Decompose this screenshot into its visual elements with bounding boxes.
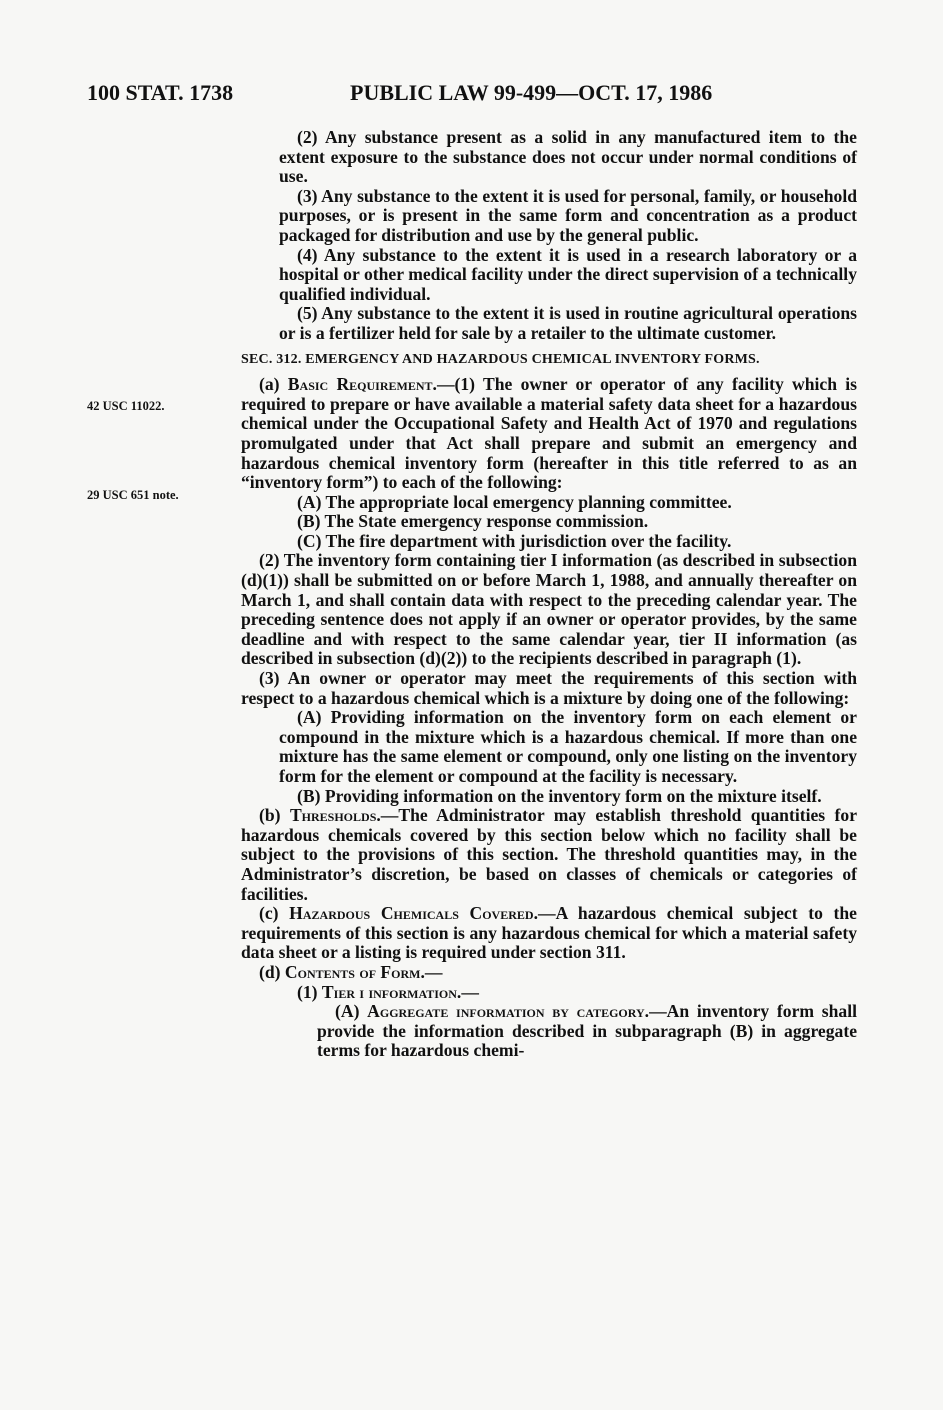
subsection-c-text: —A hazardous chemical subject to the requirements of this section is any hazardous chemical for which a material safety data sheet or a listing is required under section 311. bbox=[241, 903, 857, 963]
paragraph-a2: (2) The inventory form containing tier I information (as described in subsection (d)(1)) shall be submitted on or before March 1, 1988, and annually thereafter on March 1, and shall contain data with respect to the preceding calendar year. The preceding sentence does not apply if an owner or operator provides, by the same deadline and with respect to the same calendar year, tier II information (as described in subsection (d)(2)) to the recipients described in paragraph (1). bbox=[241, 550, 857, 669]
margin-note-usc-section: 42 USC 11022. bbox=[87, 399, 165, 413]
subparagraph-d1A-text: —An inventory form shall provide the information described in subparagraph (B) in aggregate terms for hazardous chemi- bbox=[317, 1001, 857, 1061]
paragraph-d1-text: — bbox=[461, 981, 479, 1002]
subparagraph-d1A-caption: Aggregate information by category. bbox=[367, 1001, 650, 1022]
subsection-b bbox=[241, 806, 857, 904]
clause-a3B: (B) Providing information on the inventory form on the mixture itself. bbox=[297, 785, 822, 806]
subsection-c-label: (c) bbox=[259, 903, 290, 924]
subsection-d bbox=[241, 963, 857, 983]
paragraph-4: (4) Any substance to the extent it is used in a research laboratory or a hospital or other medical facility under the direct supervision of a technically qualified individual. bbox=[279, 244, 857, 304]
clause-a1B: (B) The State emergency response commission. bbox=[297, 511, 649, 532]
subsection-d-caption: Contents of Form. bbox=[284, 961, 425, 982]
paragraph-d1-caption: Tier i information. bbox=[321, 981, 462, 1002]
subparagraph-d1A bbox=[241, 1002, 857, 1061]
subsection-c bbox=[241, 904, 857, 963]
section-heading: SEC. 312. EMERGENCY AND HAZARDOUS CHEMICAL INVENTORY FORMS. bbox=[241, 351, 760, 367]
page-title: PUBLIC LAW 99-499—OCT. 17, 1986 bbox=[350, 80, 713, 105]
paragraph-a3: (3) An owner or operator may meet the requirements of this section with respect to a hazardous chemical which is a mixture by doing one of the following: bbox=[241, 668, 857, 708]
subsection-b-text: —The Administrator may establish threshold quantities for hazardous chemicals covered by this section below which no facility shall be subject to the provisions of this section. The threshold quantities may, in the Administrator’s discretion, be based on classes of chemicals or categories of facilities. bbox=[241, 805, 857, 904]
subsection-b-caption: Thresholds. bbox=[289, 805, 381, 826]
subsection-a-label: (a) bbox=[259, 374, 288, 395]
clause-a1A: (A) The appropriate local emergency planning committee. bbox=[297, 491, 732, 512]
subsection-d-label: (d) bbox=[259, 961, 285, 982]
clause-a1C: (C) The fire department with jurisdiction over the facility. bbox=[297, 530, 732, 551]
subparagraph-d1A-label: (A) bbox=[335, 1001, 368, 1022]
running-header bbox=[87, 80, 867, 110]
margin-note-usc-osha: 29 USC 651 note. bbox=[87, 488, 179, 502]
subsection-a bbox=[241, 375, 857, 493]
subsection-d-text: — bbox=[424, 961, 443, 982]
subsection-a-caption: Basic Requirement. bbox=[287, 374, 437, 395]
paragraph-d1-label: (1) bbox=[297, 981, 322, 1002]
paragraph-2: (2) Any substance present as a solid in any manufactured item to the extent exposure to the substance does not occur under normal conditions of use. bbox=[279, 127, 857, 187]
body-text bbox=[241, 128, 857, 1061]
subsection-b-label: (b) bbox=[259, 805, 290, 826]
paragraph-5: (5) Any substance to the extent it is used in routine agricultural operations or is a fertilizer held for sale by a retailer to the ultimate customer. bbox=[279, 303, 857, 343]
subsection-c-caption: Hazardous Chemicals Covered. bbox=[289, 903, 538, 924]
clause-a3A: (A) Providing information on the inventory form on each element or compound in the mixture which is a hazardous chemical. If more than one mixture has the same element or compound, only one listing on the inventory form for the element or compound at the facility is necessary. bbox=[279, 707, 857, 786]
paragraph-3: (3) Any substance to the extent it is used for personal, family, or household purposes, or is present in the same form and concentration as a product packaged for distribution and use by the general public. bbox=[279, 185, 857, 245]
paragraph-d1 bbox=[241, 983, 857, 1003]
subsection-a-text: —(1) The owner or operator of any facility which is required to prepare or have available a material safety data sheet for a hazardous chemical under the Occupational Safety and Health Act of 1970 and regulations promulgated under that Act shall prepare and submit an emergency and hazardous chemical inventory form (hereafter in this title referred to as an “inventory form”) to each of the following: bbox=[241, 374, 858, 493]
page-reference: 100 STAT. 1738 bbox=[87, 80, 234, 105]
